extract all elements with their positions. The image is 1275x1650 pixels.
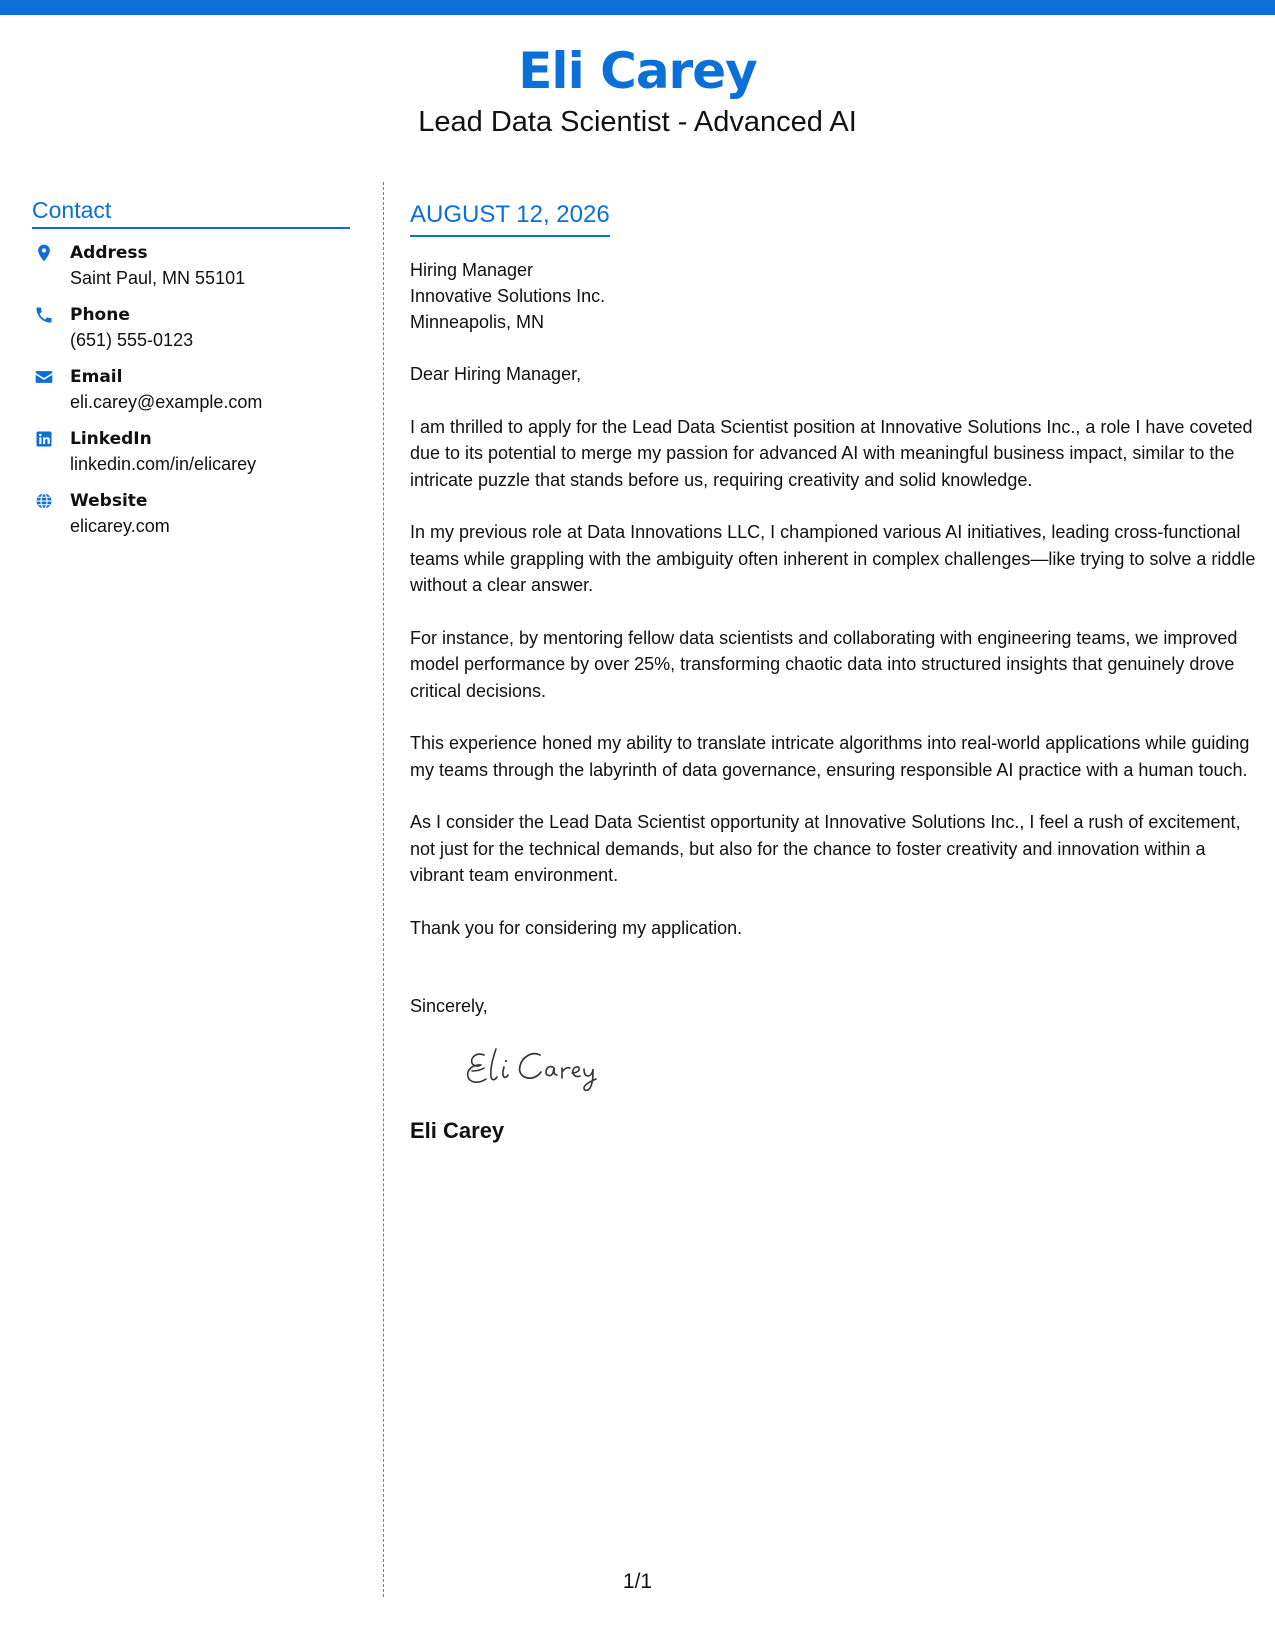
letter-paragraph: For instance, by mentoring fellow data scientists and collaborating with engineering teams, we improved model performance by over 25%, transforming chaotic data into structured insights that genuinely drove critical decisions. (410, 627, 1238, 701)
closing: Sincerely, (410, 996, 488, 1016)
letter-paragraph: I am thrilled to apply for the Lead Data Scientist position at Innovative Solutions Inc., a role I have coveted due to its potential to merge my passion for advanced AI with meaningful business impact, similar to the intricate puzzle that stands before us, requiring creativity and solid knowledge. (410, 416, 1253, 490)
contact-list (32, 241, 350, 539)
recipient-line: Hiring Manager (410, 260, 534, 280)
location-pin-icon (34, 243, 54, 263)
top-accent-bar (0, 0, 1275, 15)
recipient-line: Minneapolis, MN (410, 312, 545, 332)
applicant-name: Eli Carey (518, 42, 757, 100)
letter-body (410, 200, 1260, 1145)
job-title: Lead Data Scientist - Advanced AI (418, 106, 857, 138)
phone-icon (34, 305, 54, 325)
letter-paragraph: In my previous role at Data Innovations LLC, I championed various AI initiatives, leading cross-functional teams while grappling with the ambiguity often inherent in complex challenges—like trying to solve a riddle without a clear answer. (410, 522, 1256, 595)
contact-label: Email (70, 367, 123, 387)
letter-paragraph: This experience honed my ability to translate intricate algorithms into real-world applications while guiding my teams through the labyrinth of data governance, ensuring responsible AI practice with a human touch. (410, 733, 1250, 780)
contact-section-title: Contact (32, 196, 350, 229)
contact-value: Saint Paul, MN 55101 (70, 268, 246, 288)
letter-paragraph: Thank you for considering my application. (410, 917, 743, 938)
contact-label: Phone (70, 305, 130, 325)
salutation: Dear Hiring Manager, (410, 364, 582, 384)
contact-email (32, 365, 350, 415)
contact-label: Website (70, 491, 148, 511)
header (0, 40, 1275, 140)
letter-text (410, 361, 1260, 941)
page-number: 1/1 (622, 1570, 653, 1593)
contact-value: linkedin.com/in/elicarey (70, 454, 257, 474)
email-icon (34, 367, 54, 387)
contact-value: elicarey.com (70, 516, 170, 536)
recipient-block (410, 257, 1260, 335)
signer-name: Eli Carey (410, 1118, 505, 1143)
handwritten-signature (462, 1041, 632, 1097)
linkedin-icon (34, 429, 54, 449)
contact-linkedin (32, 427, 350, 477)
contact-value: (651) 555-0123 (70, 330, 194, 350)
contact-phone (32, 303, 350, 353)
globe-icon (34, 491, 54, 511)
contact-value: eli.carey@example.com (70, 392, 263, 412)
contact-address (32, 241, 350, 291)
letter-date: AUGUST 12, 2026 (410, 200, 610, 237)
recipient-line: Innovative Solutions Inc. (410, 286, 606, 306)
contact-sidebar (32, 196, 350, 551)
column-divider (383, 182, 384, 1597)
contact-label: LinkedIn (70, 429, 152, 449)
contact-website (32, 489, 350, 539)
contact-label: Address (70, 243, 148, 263)
letter-paragraph: As I consider the Lead Data Scientist opportunity at Innovative Solutions Inc., I feel a rush of excitement, not just for the technical demands, but also for the chance to foster creativity and innovation within a vibrant team environment. (410, 812, 1241, 885)
